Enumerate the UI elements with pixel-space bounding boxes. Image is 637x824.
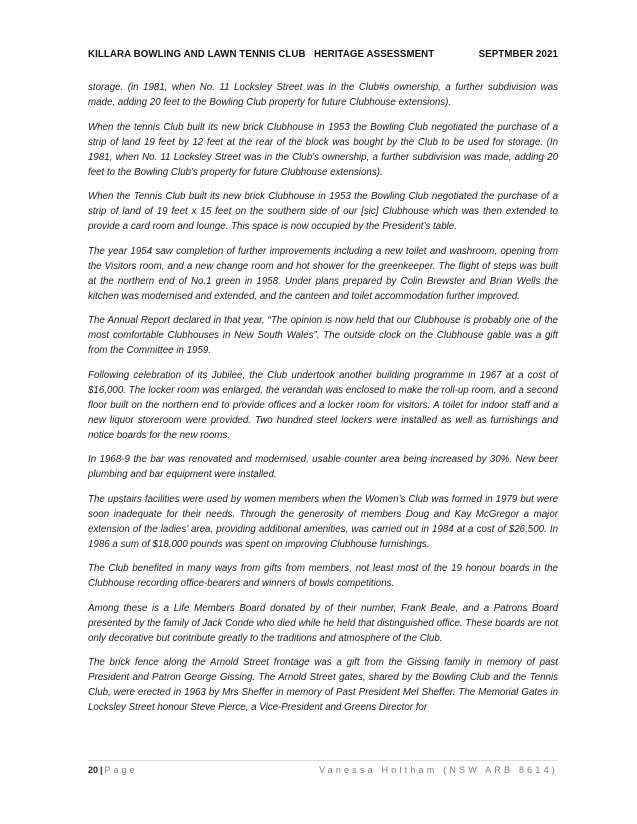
paragraph: The Annual Report declared in that year, “The opinion is now held that our Clubhouse is probably one of the most comfortable Clubhouses in New South Wales”. The outside clock on the Clubhouse gable was a gift from the Committee in 1959. xyxy=(88,315,558,356)
paragraph: storage. (in 1981, when No. 11 Locksley Street was in the Club#s ownership, a further subdivision was made, adding 20 feet to the Bowling Club property for future Clubhouse extensions). xyxy=(88,82,558,108)
page-word: Page xyxy=(104,765,138,775)
paragraph: Following celebration of its Jubilee, the Club undertook another building programme in 1967 at a cost of $16,000. The locker room was enlarged, the verandah was enclosed to make the roll-up room, and a second floor built on the northern end to provide offices and a locker room for visitors. A toilet for indoor staff and a new liquor storeroom were provided. Two hundred steel lockers were installed as well as furnishings and notice boards for the new rooms. xyxy=(88,369,558,441)
page-header xyxy=(88,49,558,60)
page-label xyxy=(88,765,138,775)
paragraph: The Club benefited in many ways from gifts from members, not least most of the 19 honour boards in the Clubhouse recording office-bearers and winners of bowls competitions. xyxy=(88,563,558,589)
paragraph: The brick fence along the Arnold Street frontage was a gift from the Gissing family in memory of past President and Patron George Gissing. The Arnold Street gates, shared by the Bowling Club and the Tennis Club, were erected in 1963 by Mrs Sheffer in memory of Past President Mel Sheffer. The Memorial Gates in Locksley Street honour Steve Pierce, a Vice-President and Greens Director for xyxy=(88,657,558,713)
paragraph: In 1968-9 the bar was renovated and modernised, usable counter area being increased by 30%. New beer plumbing and bar equipment were installed. xyxy=(88,454,558,480)
header-date: SEPTMBER 2021 xyxy=(478,49,558,60)
document-body xyxy=(88,80,558,725)
page-number: 20 xyxy=(88,765,99,775)
paragraph: Among these is a Life Members Board donated by of their number, Frank Beale, and a Patrons Board presented by the family of Jack Conde who died while he held that distinguished office. These boards are not only decorative but contribute greatly to the traditions and atmosphere of the Club. xyxy=(88,602,558,644)
paragraph: The year 1954 saw completion of further improvements including a new toilet and washroom, opening from the Visitors room, and a new change room and hot shower for the greenkeeper. The flight of steps was built at the northern end of No.1 green in 1958. Under plans prepared by Colin Brewster and Brian Wells the kitchen was modernised and extended, and the canteen and toilet accommodation further improved. xyxy=(88,245,558,302)
footer-divider xyxy=(88,760,558,761)
footer-author: Vanessa Holtham (NSW ARB 8614) xyxy=(319,765,558,775)
paragraph: The upstairs facilities were used by women members when the Women’s Club was formed in 1979 but were soon inadequate for their needs. Through the generosity of members Doug and Kay McGregor a major extension of the ladies’ area, providing additional amenities, was carried out in 1984 at a cost of $26,500. In 1986 a sum of $18,000 pounds was spent on improving Clubhouse furnishings. xyxy=(88,493,558,550)
paragraph: When the tennis Club built its new brick Clubhouse in 1953 the Bowling Club negotiated the purchase of a strip of land 19 feet by 12 feet at the rear of the block was bought by the Club to be used for storage. (In 1981, when No. 11 Locksley Street was in the Club’s ownership, a further subdivision was made, adding 20 feet to the Bowling Club’s property for future Clubhouse extensions). xyxy=(88,121,558,178)
paragraph: When the Tennis Club built its new brick Clubhouse in 1953 the Bowling Club negotiated the purchase of a strip of land of 19 feet x 15 feet on the southern side of our [sic] Clubhouse which was then extended to provide a card room and lounge. This space is now occupied by the President’s table. xyxy=(88,191,558,232)
page-separator: | xyxy=(100,765,103,775)
page-footer xyxy=(88,765,558,775)
header-title: KILLARA BOWLING AND LAWN TENNIS CLUB HERITAGE ASSESSMENT xyxy=(88,49,435,60)
